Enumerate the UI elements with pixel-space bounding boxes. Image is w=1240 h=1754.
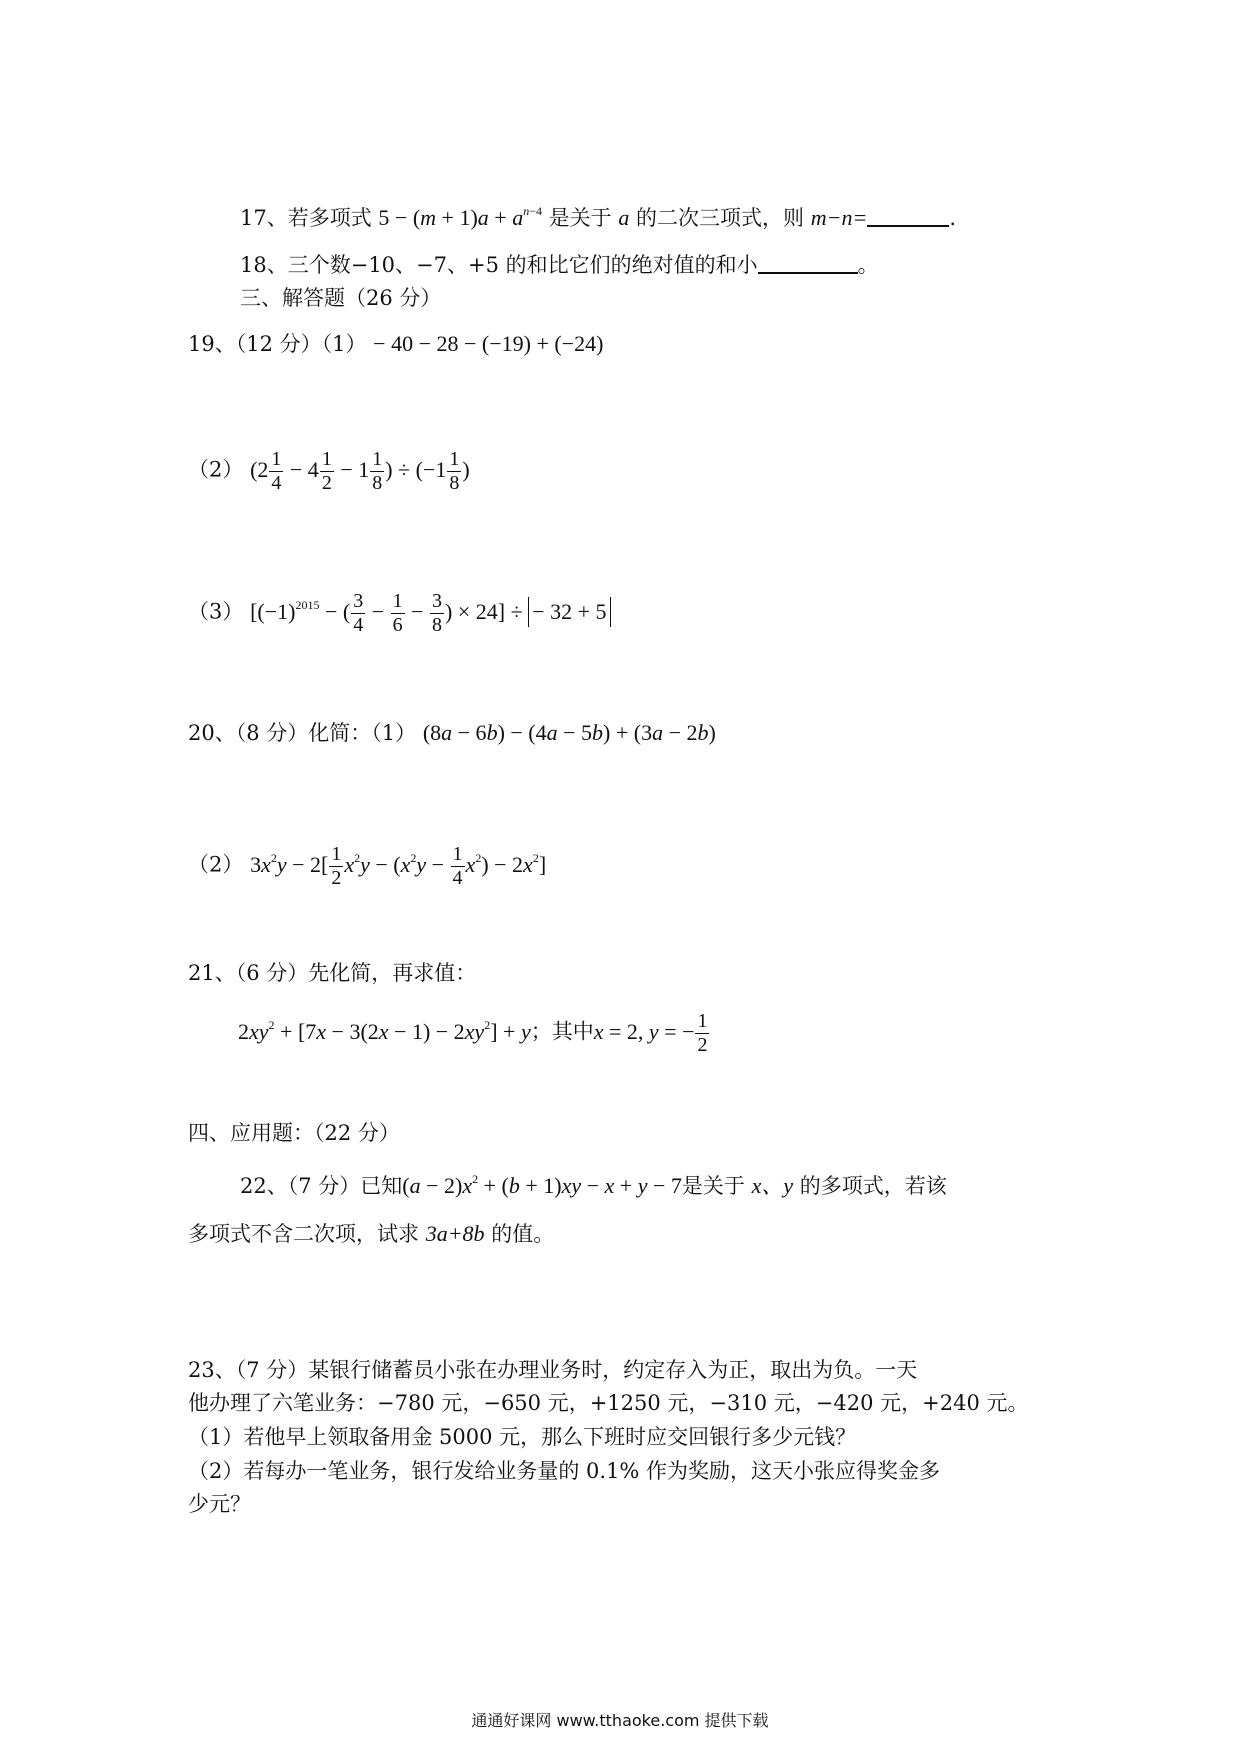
q17-end: . [949,206,957,230]
q17-middle: 是关于 [548,206,612,230]
q17-mn: m−n= [810,205,868,230]
section-4-title: 四、应用题：（22 分） [188,1121,400,1145]
q21-where: ；其中 [530,1019,594,1044]
question-21-label: 21、（6 分）先化简，再求值： [188,961,477,985]
q22-line2-expr: 3a+8b [425,1221,485,1246]
q17-polynomial: $5 - (m + 1)a + a^{n-4}$ [378,204,542,230]
question-22-line-2 [188,1223,554,1245]
q20-label: 20、（8 分）化简：（1） [188,721,417,745]
q22-label: 22、（7 分）已知 [240,1174,403,1198]
question-20-part-1 [188,722,716,744]
section-3-title: 三、解答题（26 分） [240,286,442,310]
question-23-line-1: 23、（7 分）某银行储蓄员小张在办理业务时，约定存入为正，取出为负。一天 [188,1358,918,1382]
q20-p2-label: （2） [188,852,244,877]
q19-expr-1: − 40 − 28 − (−19) + (−24) [373,331,604,356]
question-23-line-3: （1）若他早上领取备用金 5000 元，那么下班时应交回银行多少元钱？ [188,1425,857,1449]
q22-tail: 的多项式，若该 [799,1174,947,1198]
question-19-part-2 [188,448,470,495]
question-21-expr [238,1010,710,1057]
question-19-part-1 [188,333,603,355]
q19-expr-2: (2 $\frac{1}{4}$ − 4 $\frac{1}{2}$ − 1 $\frac{1}{8}$ ) ÷ (−1 $\frac{1}{8}$ ) [250,448,470,494]
question-19-part-3 [188,590,611,637]
q22-line2-post: 的值。 [491,1222,555,1246]
q22-xy: x、y [751,1173,794,1198]
q18-text: 18、三个数−10、−7、+5 的和比它们的绝对值的和小 [240,253,758,277]
q18-answer-blank[interactable] [758,272,858,274]
question-23-line-5: 少元？ [188,1492,251,1516]
q17-suffix: 的二次三项式，则 [636,206,805,230]
question-23-line-2: 他办理了六笔业务：−780 元，−650 元，+1250 元，−310 元，−420 元，+240 元。 [188,1391,1029,1415]
question-22-line-1 [240,1173,947,1197]
question-18 [240,255,879,276]
q17-var-a: a [618,205,630,230]
question-17 [240,205,956,229]
q22-mid: 是关于 [681,1174,745,1198]
q22-expr: $(a - 2)x^2 + (b + 1)xy - x + y - 7$ [402,1172,682,1198]
q21-expr: $2xy^2 + [7x - 3(2x - 1) - 2xy^2] + y$ [238,1017,531,1044]
q18-end: 。 [857,253,879,277]
question-23-line-4: （2）若每办一笔业务，银行发给业务量的 0.1% 作为奖励，这天小张应得奖金多 [188,1459,941,1483]
q19-expr-3: [$(-1)^{2015}$ − ( $\frac{3}{4}$ − $\frac{1}{6}$ − $\frac{3}{8}$ ) × 24] ÷ − 32 + 5 [250,599,610,624]
q19-year: 2015 [295,597,320,612]
q20-expr-2: $3x^2y - 2$[ $\frac{1}{2}$ $x^2y - (x^2y$ − $\frac{1}{4}$ $x^2) - 2x^2$] [250,843,547,889]
question-20-part-2 [188,843,546,890]
q17-prefix: 17、若多项式 [240,206,372,230]
q19-label: 19、（12 分）（1） [188,332,367,356]
q17-answer-blank[interactable] [867,225,949,227]
q19-p3-label: （3） [188,599,244,624]
q20-expr-1: (8a − 6b) − (4a − 5b) + (3a − 2b) [422,720,716,745]
q19-p2-label: （2） [188,457,244,482]
q22-line2-pre: 多项式不含二次项，试求 [188,1222,419,1246]
q21-values: x = 2, y = − $\frac{1}{2}$ [593,1010,708,1056]
page-footer: 通通好课网 www.tthaoke.com 提供下载 [471,1711,769,1730]
